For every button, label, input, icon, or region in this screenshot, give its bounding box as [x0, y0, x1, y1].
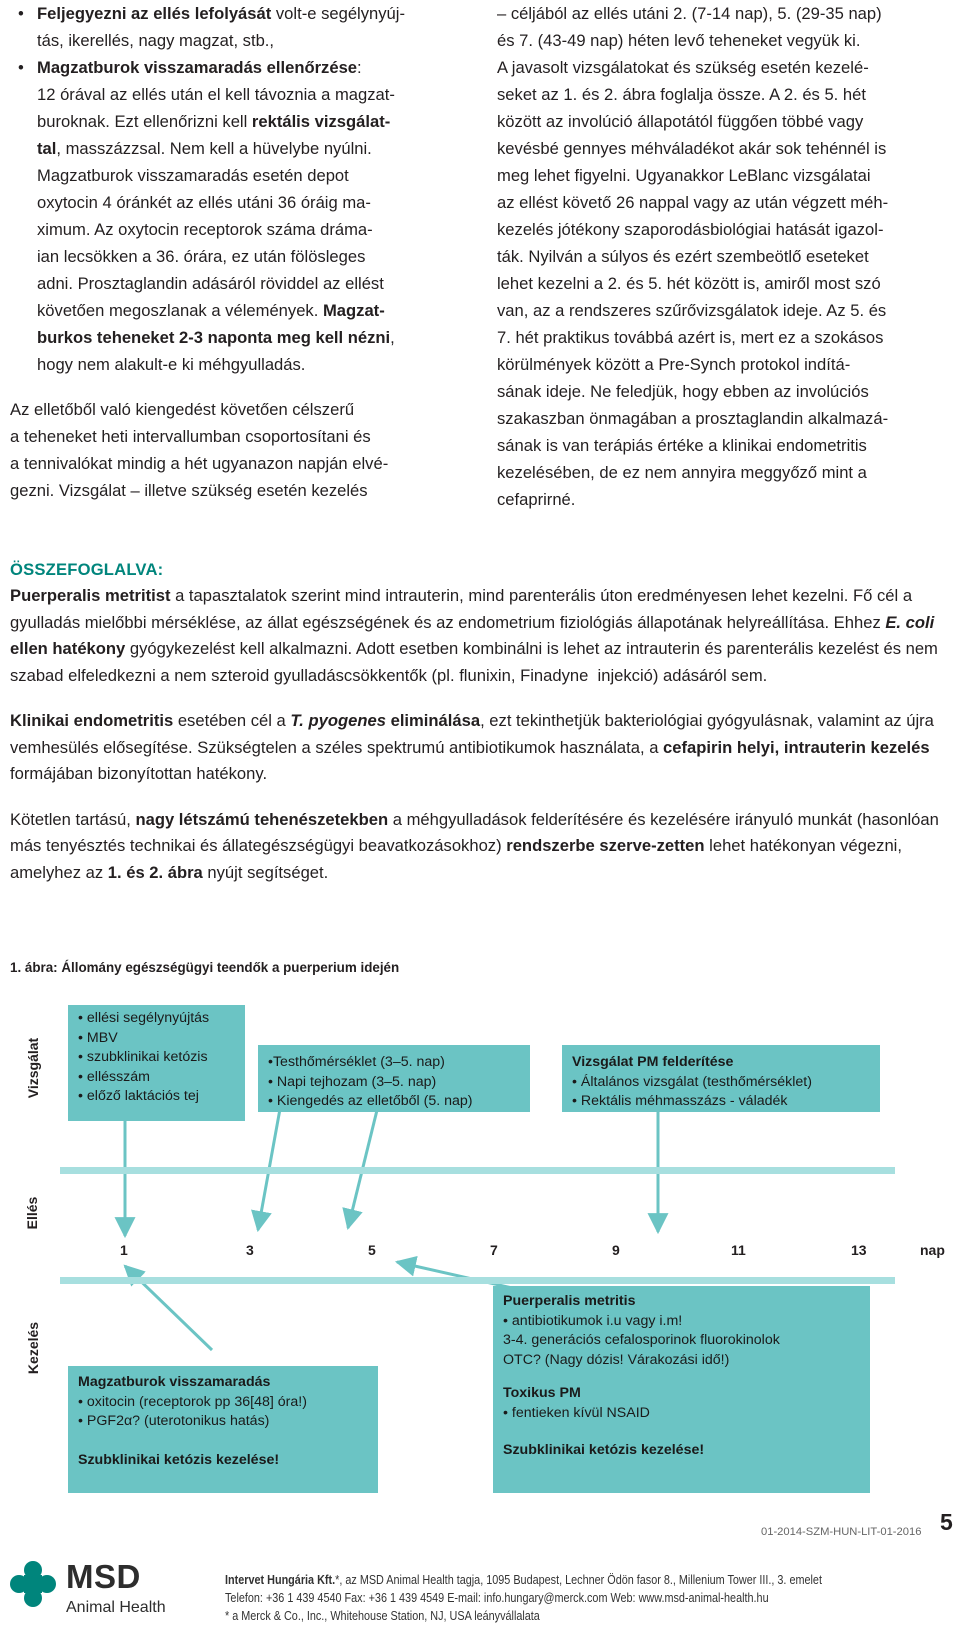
tick-9: 9 — [612, 1242, 620, 1258]
text-line: Magzatburok visszamaradás esetén depot — [37, 166, 349, 185]
text-line: között az involúció állapotától függően többé vagy — [497, 112, 864, 131]
text-line: burkos teheneket 2-3 naponta meg kell nézni, — [37, 328, 395, 347]
tick-5: 5 — [368, 1242, 376, 1258]
text-line: lehet kezelni a 2. és 5. hét között is, amiről most szó — [497, 274, 881, 293]
text-line: Magzatburok visszamaradás ellenőrzése: — [37, 58, 362, 77]
tick-3: 3 — [246, 1242, 254, 1258]
text-line: kevésbé gennyes méhváladékot akár sok tehénnél is — [497, 139, 887, 158]
summary-heading: ÖSSZEFOGLALVA: — [10, 560, 164, 579]
box-line: • PGF2α? (uterotonikus hatás) — [78, 1413, 270, 1429]
text-line: tal, masszázzsal. Nem kell a hüvelybe nyúlni. — [37, 139, 372, 158]
row-label-treatment: Kezelés — [25, 1321, 41, 1375]
text-line: kezelés jótékony szaporodásbiológiai hatását igazol- — [497, 220, 884, 239]
footer-company-rest: *, az MSD Animal Health tagja, 1095 Budapest, Lechner Ödön fasor 8., Millenium Tower III., 3. emelet — [335, 1573, 822, 1587]
box-line: • szubklinikai ketózis — [78, 1049, 208, 1065]
text-line: sának is van terápiás értéke a klinikai endometritis — [497, 436, 867, 455]
page-number: 5 — [940, 1509, 953, 1535]
logo-animal-health: Animal Health — [66, 1599, 166, 1616]
text-line: 7. hét praktikus továbbá azért is, mert ez a szokásos — [497, 328, 884, 347]
text-line: oxytocin 4 óránkét az ellés utáni 36 óráig ma- — [37, 193, 371, 212]
logo-msd: MSD — [66, 1558, 141, 1595]
box-line: • Rektális méhmasszázs - váladék — [572, 1093, 788, 1109]
box-line: • fentieken kívül NSAID — [503, 1404, 650, 1421]
exam-band — [60, 1167, 895, 1174]
tick-13: 13 — [851, 1242, 867, 1258]
box-pm-exam — [562, 1045, 880, 1112]
text-line: tás, ikerellés, nagy magzat, stb., — [37, 31, 275, 50]
text-line: seket az 1. és 2. ábra foglalja össze. A 2. és 5. hét — [497, 85, 866, 104]
text-line: sának ideje. Ne feledjük, hogy ebben az involúciós — [497, 382, 869, 401]
tick-7: 7 — [490, 1242, 498, 1258]
box-retained-placenta — [68, 1366, 378, 1493]
text-line: A javasolt vizsgálatokat és szükség esetén kezelé- — [497, 58, 869, 77]
box-line: OTC? (Nagy dózis! Várakozási idő!) — [503, 1351, 730, 1368]
box-pm-exam-title: Vizsgálat PM felderítése — [572, 1054, 734, 1070]
tick-1: 1 — [120, 1242, 128, 1258]
summary-paragraph: Kötetlen tartású, nagy létszámú tehenészetekben a méhgyulladások felderítésére és kezelésére irányuló munkát (hasonlóan más tenyésztés technikai és állategészségügyi beavatkozásokhoz) rendszerbe szerve-zetten lehet hatékonyan végezni, amelyhez az 1. és 2. ábra nyújt segítséget. — [10, 809, 939, 882]
box-line: • ellésszám — [78, 1068, 150, 1085]
text-line: hogy nem alakult-e ki méhgyulladás. — [37, 355, 306, 374]
text-line: meg lehet figyelni. Ugyanakkor LeBlanc vizsgálatai — [497, 166, 871, 185]
footer-subsidiary: * a Merck & Co., Inc., Whitehouse Station, NJ, USA leányvállalata — [225, 1609, 540, 1623]
text-line: szakaszban önmagában a prosztaglandin alkalmazá- — [497, 409, 889, 428]
box-line: • MBV — [78, 1029, 118, 1046]
text-line: a tennivalókat mindig a hét ugyanazon napján elvé- — [10, 454, 389, 473]
bullet-dot: • — [18, 4, 24, 23]
arrow-day3-exam — [258, 1098, 282, 1230]
tick-11: 11 — [731, 1242, 746, 1258]
box-line: • Kiengedés az elletőből (5. nap) — [268, 1093, 473, 1109]
box-pm-title: Puerperalis metritis — [503, 1293, 636, 1309]
text-line: cefaprirné. — [497, 490, 576, 509]
row-label-exam: Vizsgálat — [25, 1037, 41, 1099]
box-line: • Általános vizsgálat (testhőmérséklet) — [572, 1073, 812, 1090]
text-line: Feljegyezni az ellés lefolyását volt-e segélynyúj- — [37, 4, 405, 23]
text-line: kezelésében, de ez nem annyira meggyőző mint a — [497, 463, 867, 482]
text-line: követően megoszlanak a vélemények. Magzat- — [37, 301, 385, 320]
box-line: 3-4. generációs cefalosporinok fluorokinolok — [503, 1332, 780, 1348]
box-line: • ellési segélynyújtás — [78, 1010, 210, 1026]
text-line: körülmények között a Pre-Synch protokol indítá- — [497, 355, 851, 374]
summary-paragraph: Klinikai endometritis esetében cél a T. pyogenes eliminálása, ezt tekinthetjük bakteriológiai gyógyulásnak, valamint az újra vemhesülés elősegítése. Szükségtelen a széles spektrumú antibiotikumok használata, a cefapirin helyi, intrauterin kezelés formájában bizonyítottan hatékony. — [10, 711, 934, 783]
row-label-calving: Ellés — [24, 1196, 40, 1230]
text-line: – céljából az ellés utáni 2. (7-14 nap), 5. (29-35 nap) — [497, 4, 882, 23]
box-line: • előző laktációs tej — [78, 1088, 199, 1104]
box-calving-exam — [68, 1005, 245, 1121]
text-line: 12 órával az ellés után el kell távoznia a magzat- — [37, 85, 395, 104]
figure-title: 1. ábra: Állomány egészségügyi teendők a puerperium idején — [10, 960, 400, 975]
box-puerperal-metritis — [493, 1286, 870, 1493]
box-pm-footer: Szubklinikai ketózis kezelése! — [503, 1442, 705, 1458]
text-line: és 7. (43-49 nap) héten levő teheneket vegyük ki. — [497, 31, 861, 50]
text-line: a teheneket heti intervallumban csoportosítani és — [10, 427, 371, 446]
footer-contact — [225, 1571, 857, 1625]
box-line: • oxitocin (receptorok pp 36[48] óra!) — [78, 1393, 307, 1410]
footer-company: Intervet Hungária Kft. — [225, 1573, 336, 1587]
box-line: • antibiotikumok i.u vagy i.m! — [503, 1312, 683, 1329]
arrow-day5-exam — [348, 1098, 380, 1228]
summary-paragraph: Puerperalis metritist a tapasztalatok szerint mind intrauterin, mind parenterális úton eredményesen lehet kezelni. Fő cél a gyulladás mielőbbi mérséklése, az állat egészségének és az endometrium fiziológiás állapotának helyreállítása. Ehhez E. coli ellen hatékony gyógykezelést kell alkalmazni. Adott esetben kombinálni is lehet az intrauterin és parenterális kezelést és nem szabad elfeledkezni a nem szteroid gyulladáscsökkentők (pl. flunixin, Finadyne injekció) adásáról sem. — [10, 586, 938, 685]
text-line: ták. Nyilván a súlyos és ezért szembeötlő eseteket — [497, 247, 869, 266]
box-line: •Testhőmérséklet (3–5. nap) — [268, 1054, 445, 1070]
tick-unit: nap — [920, 1242, 945, 1258]
text-line: ximum. Az oxytocin receptorok száma dráma- — [37, 220, 373, 239]
box-line: • Napi tejhozam (3–5. nap) — [268, 1073, 437, 1090]
text-line: Az elletőből való kiengedést követően célszerű — [10, 400, 355, 419]
footer-phone: Telefon: +36 1 439 4540 Fax: +36 1 439 4549 E-mail: info.hungary@merck.com Web: www.msd-animal-health.hu — [225, 1591, 769, 1605]
text-line: adni. Prosztaglandin adásáról röviddel az ellést — [37, 274, 384, 293]
box-retained-placenta-title: Magzatburok visszamaradás — [78, 1374, 271, 1390]
text-line: gezni. Vizsgálat – illetve szükség esetén kezelés — [10, 481, 368, 500]
bullet-dot: • — [18, 58, 24, 77]
text-line: ian lecsökken a 36. órára, ez után fölösleges — [37, 247, 366, 266]
box-retained-placenta-footer: Szubklinikai ketózis kezelése! — [78, 1451, 280, 1468]
text-line: buroknak. Ezt ellenőrizni kell rektális vizsgálat- — [37, 112, 391, 131]
box-toxic-pm-title: Toxikus PM — [503, 1385, 581, 1401]
box-early-exam — [258, 1045, 530, 1112]
text-line: van, az a rendszeres szűrővizsgálatok ideje. Az 5. és — [497, 301, 887, 320]
treatment-band — [60, 1277, 895, 1284]
text-line: az ellést követő 26 nappal vagy az után végzett méh- — [497, 193, 889, 212]
document-code: 01-2014-SZM-HUN-LIT-01-2016 — [761, 1526, 922, 1538]
